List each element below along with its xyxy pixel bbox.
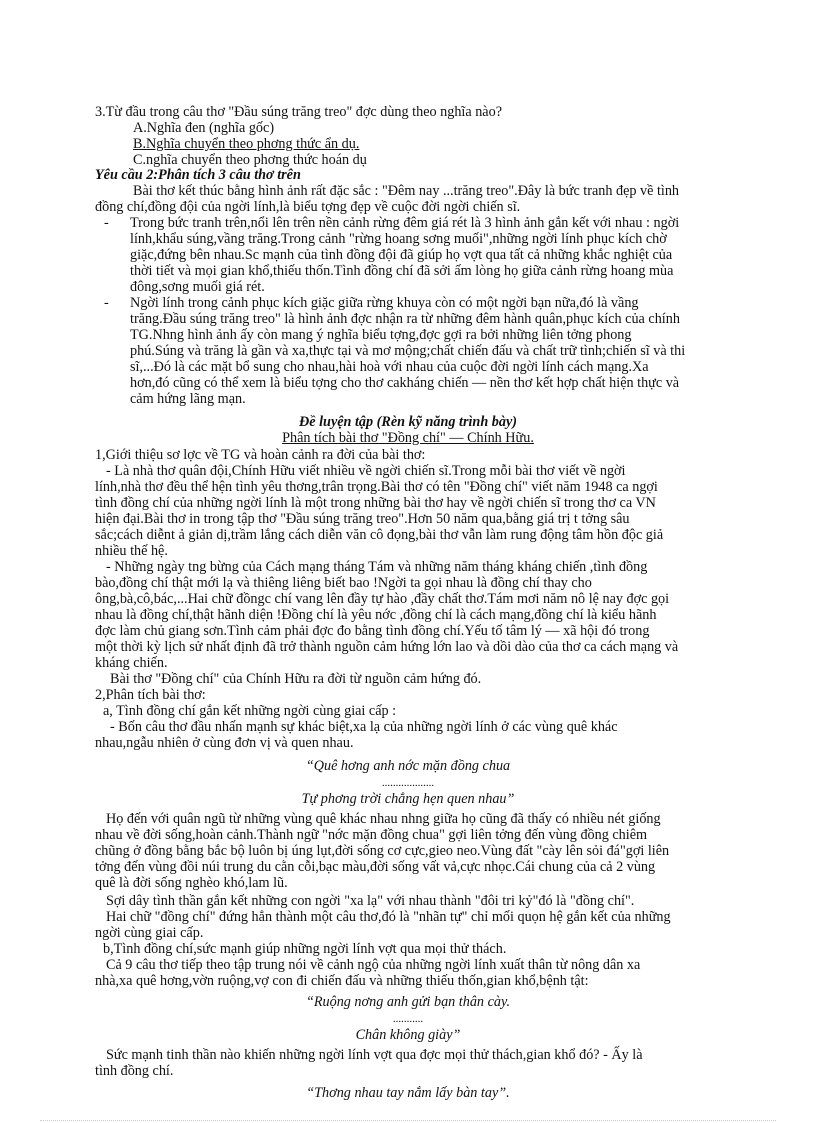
paragraph-line: tình đồng chí.	[95, 1063, 174, 1079]
option-a: A.Nghĩa đen (nghĩa gốc)	[133, 120, 275, 136]
paragraph-line: tởng đến vùng đồi núi trung du cằn cỗi,bạc màu,đời sống vất vả,cực nhọc.Cái chung của cả 2 vùng	[95, 859, 656, 875]
paragraph-line: lính,khẩu súng,vầng trăng.Trong cảnh "rừng hoang sơng muối",những ngời lính phục kích chờ	[130, 231, 667, 247]
paragraph-line: trăng.Đầu súng trăng treo" là hình ảnh đợc nhận ra từ những đêm hành quân,phục kích của chính	[130, 311, 680, 327]
paragraph-line: Sức mạnh tinh thần nào khiến những ngời lính vợt qua đợc mọi thử thách,gian khổ đó? - Ấy là	[106, 1047, 643, 1063]
option-b: B.Nghĩa chuyển theo phơng thức ẩn dụ.	[133, 136, 360, 152]
paragraph-line: Sợi dây tình thần gắn kết những con ngời "xa lạ" với nhau thành "đôi tri kỷ"đó là "đồng chí".	[106, 893, 635, 909]
paragraph-line: một thời kỳ lịch sử nhất định đã trở thành nguồn cảm hứng lớn lao và dồi dào của thơ ca cách mạng và	[95, 639, 679, 655]
page-bottom-rule	[40, 1120, 776, 1121]
paragraph-line: - Là nhà thơ quân đội,Chính Hữu viết nhiều về ngời chiến sĩ.Trong mỗi bài thơ viết về ngời	[106, 463, 626, 479]
paragraph-line: Bài thơ "Đồng chí" của Chính Hữu ra đời từ nguồn cảm hứng đó.	[110, 671, 482, 687]
poem-ellipsis: ...................	[381, 777, 435, 789]
paragraph-line: Trong bức tranh trên,nổi lên trên nền cảnh rừng đêm giá rét là 3 hình ảnh gắn kết với nhau : ngời	[130, 215, 680, 231]
paragraph-line: - Những ngày tng bừng của Cách mạng tháng Tám và những năm tháng kháng chiến ,tình đồng	[106, 559, 648, 575]
paragraph-line: nhau,ngẫu nhiên ở cùng đơn vị và quen nhau.	[95, 735, 354, 751]
poem-quote: Chân không giày”	[355, 1027, 461, 1043]
exercise-subtitle: Phân tích bài thơ "Đồng chí" — Chính Hữu.	[282, 430, 534, 446]
paragraph-line: 1,Giới thiệu sơ lợc về TG và hoàn cảnh ra đời của bài thơ:	[95, 447, 426, 463]
paragraph-line: hơn,đó cũng có thể xem là biểu tợng cho thơ cakháng chiến — nền thơ kết hợp chất hiện thực và	[130, 375, 680, 391]
paragraph-line: đồng chí,đồng đội của ngời lính,là biểu tợng đẹp về cuộc đời ngời chiến sĩ.	[95, 199, 521, 215]
paragraph-line: Ngời lính trong cảnh phục kích giặc giữa rừng khuya còn có một ngời bạn nữa,đó là vầng	[130, 295, 639, 311]
paragraph-line: nhiều thế hệ.	[95, 543, 168, 559]
paragraph-line: Bài thơ kết thúc bằng hình ảnh rất đặc sắc : "Đêm nay ...trăng treo".Đây là bức tranh đẹp về tình	[133, 183, 680, 199]
paragraph-line: Họ đến với quân ngũ từ những vùng quê khác nhau nhng giữa họ cũng đã thấy có nhiều nét giống	[106, 811, 661, 827]
paragraph-line: ngời cùng giai cấp.	[95, 925, 204, 941]
paragraph-line: giặc,đứng bên nhau.Sc mạnh của tình đồng đội đã giúp họ vợt qua tất cả những khắc nghiệt của	[130, 247, 673, 263]
exercise-title: Đề luyện tập (Rèn kỹ năng trình bày)	[299, 414, 517, 430]
paragraph-line: sắc;cách diễnt ả giản dị,trầm lắng cách diễn văn cô đọng,bài thơ vẫn làm rung động tâm hồn độc giả	[95, 527, 664, 543]
poem-quote: “Ruộng nơng anh gửi bạn thân cày.	[305, 994, 511, 1010]
paragraph-line: chũng ở đồng bằng bắc bộ luôn bị úng lụt,đời sống cơ cực,gieo neo.Vùng đất "cày lên sỏi đá"gợi liên	[95, 843, 670, 859]
section-heading: Yêu cầu 2:Phân tích 3 câu thơ trên	[95, 167, 301, 183]
paragraph-line: hiện đại.Bài thơ in trong tập thơ "Đầu súng trăng treo".Hơn 50 năm qua,bằng giá trị t tởng sâu	[95, 511, 630, 527]
paragraph-line: nhà,xa quê hơng,vờn ruộng,vợ con đi chiến đấu và những thiếu thốn,gian khổ,bệnh tật:	[95, 973, 589, 989]
paragraph-line: b,Tình đồng chí,sức mạnh giúp những ngời lính vợt qua mọi thử thách.	[103, 941, 507, 957]
paragraph-line: đông,sơng muối giá rét.	[130, 279, 265, 295]
paragraph-line: lính,nhà thơ đều thể hện tình yêu thơng,trân trọng.Bài thơ có tên "Đồng chí" viết năm 1948 ca ngợi	[95, 479, 658, 495]
paragraph-line: cảm hứng lãng mạn.	[130, 391, 246, 407]
paragraph-line: a, Tình đồng chí gắn kết những ngời cùng giai cấp :	[103, 703, 397, 719]
poem-quote: “Thơng nhau tay nắm lấy bàn tay”.	[306, 1085, 510, 1101]
paragraph-line: đợc làm chủ giang sơn.Tình cảm phải đợc đo bằng tình đồng chí.Yếu tố tâm lý — xã hội đó trong	[95, 623, 650, 639]
paragraph-line: - Bốn câu thơ đầu nhấn mạnh sự khác biệt,xa lạ của những ngời lính ở các vùng quê khác	[110, 719, 618, 735]
question-3: 3.Từ đầu trong câu thơ "Đầu súng trăng treo" đợc dùng theo nghĩa nào?	[95, 104, 502, 120]
bullet-dash: -	[104, 295, 109, 311]
paragraph-line: nhau là đồng chí,thật hãnh diện !Đồng chí là yêu nớc ,đồng chí là cách mạng,đồng chí là kiểu hãnh	[95, 607, 657, 623]
paragraph-line: phú.Súng và trăng là gần và xa,thực tại và mơ mộng;chất chiến đấu và chất trữ tình;chiến sĩ và thi	[130, 343, 686, 359]
paragraph-line: kháng chiến.	[95, 655, 168, 671]
paragraph-line: bào,đồng chí thật mới lạ và thiêng liêng biết bao !Ngời ta gọi nhau là đồng chí thay cho	[95, 575, 592, 591]
poem-quote: “Quê hơng anh nớc mặn đồng chua	[305, 758, 511, 774]
poem-quote: Tự phơng trời chẳng hẹn quen nhau”	[301, 791, 515, 807]
paragraph-line: thời tiết và mọi gian khổ,thiếu thốn.Tình đồng chí đã sởi ấm lòng họ giữa cảnh rừng hoang mùa	[130, 263, 674, 279]
option-c: C.nghĩa chuyển theo phơng thức hoán dụ	[133, 152, 367, 168]
paragraph-line: Hai chữ "đồng chí" đứng hẳn thành một câu thơ,đó là "nhãn tự" chỉ mối quọn hệ gắn kết của những	[106, 909, 671, 925]
paragraph-line: nhau về đời sống,hoàn cảnh.Thành ngữ "nớc mặn đồng chua" gợi liên tởng đến vùng đồng chiêm	[95, 827, 648, 843]
paragraph-line: 2,Phân tích bài thơ:	[95, 687, 206, 703]
paragraph-line: tình đồng chí của những ngời lính là một trong những bài thơ hay về ngời chiến sĩ trong thơ ca VN	[95, 495, 656, 511]
paragraph-line: Cả 9 câu thơ tiếp theo tập trung nói về cảnh ngộ của những ngời lính xuất thân từ nông dân xa	[106, 957, 641, 973]
paragraph-line: quê là đời sống nghèo khó,lam lũ.	[95, 875, 288, 891]
paragraph-line: sĩ,...Đó là các mặt bổ sung cho nhau,hài hoà với nhau của cuộc đời ngời lính cách mạng.Xa	[130, 359, 649, 375]
poem-ellipsis: ...........	[392, 1013, 424, 1025]
paragraph-line: ông,bà,cô,bác,...Hai chữ đồngc chí vang lên đầy tự hào ,đầy chất thơ.Tám mơi năm nô lệ nay đợc gọi	[95, 591, 670, 607]
bullet-dash: -	[104, 215, 109, 231]
paragraph-line: TG.Nhng hình ảnh ấy còn mang ý nghĩa biểu tợng,đợc gợi ra bởi những liên tởng phong	[130, 327, 632, 343]
